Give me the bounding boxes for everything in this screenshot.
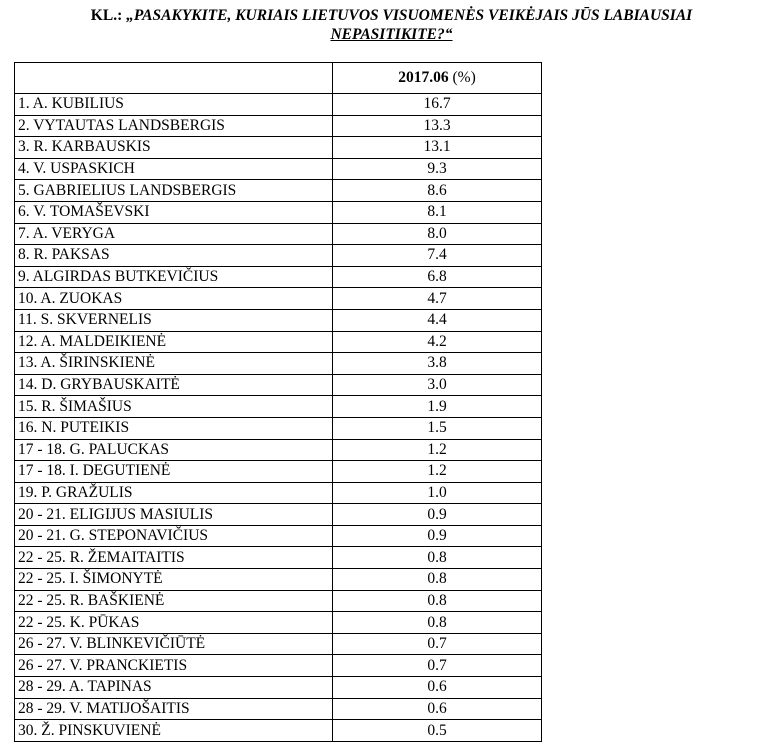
table-row xyxy=(15,525,542,547)
table-row xyxy=(15,612,542,634)
table-row xyxy=(15,720,542,742)
table-row xyxy=(15,461,542,483)
document-title xyxy=(0,6,783,44)
question-text-line-1: „PASAKYKITE, KURIAIS LIETUVOS VISUOMENĖS VEIKĖJAIS JŪS LABIAUSIAI xyxy=(126,7,693,24)
person-name-cell: 22 - 25. R. ŽEMAITAITIS xyxy=(15,547,333,569)
person-name-cell: 5. GABRIELIUS LANDSBERGIS xyxy=(15,180,333,202)
person-name-cell: 30. Ž. PINSKUVIENĖ xyxy=(15,720,333,742)
person-name-cell: 28 - 29. V. MATIJOŠAITIS xyxy=(15,698,333,720)
person-name-cell: 26 - 27. V. PRANCKIETIS xyxy=(15,655,333,677)
percentage-cell: 1.9 xyxy=(333,396,542,418)
percentage-cell: 4.7 xyxy=(333,288,542,310)
person-name-cell: 10. A. ZUOKAS xyxy=(15,288,333,310)
table-row xyxy=(15,677,542,699)
person-name-cell: 17 - 18. G. PALUCKAS xyxy=(15,439,333,461)
person-name-cell: 20 - 21. ELIGIJUS MASIULIS xyxy=(15,504,333,526)
person-name-cell: 19. P. GRAŽULIS xyxy=(15,482,333,504)
table-row xyxy=(15,180,542,202)
person-name-cell: 22 - 25. K. PŪKAS xyxy=(15,612,333,634)
table-row xyxy=(15,547,542,569)
percentage-cell: 3.8 xyxy=(333,353,542,375)
person-name-cell: 20 - 21. G. STEPONAVIČIUS xyxy=(15,525,333,547)
percentage-cell: 8.1 xyxy=(333,201,542,223)
person-name-cell: 12. A. MALDEIKIENĖ xyxy=(15,331,333,353)
percentage-cell: 1.2 xyxy=(333,461,542,483)
table-row xyxy=(15,266,542,288)
percentage-cell: 0.7 xyxy=(333,655,542,677)
percentage-cell: 3.0 xyxy=(333,374,542,396)
percentage-cell: 0.8 xyxy=(333,547,542,569)
person-name-cell: 2. VYTAUTAS LANDSBERGIS xyxy=(15,115,333,137)
person-name-cell: 6. V. TOMAŠEVSKI xyxy=(15,201,333,223)
person-name-cell: 13. A. ŠIRINSKIENĖ xyxy=(15,353,333,375)
table-body xyxy=(15,63,542,742)
table-row xyxy=(15,590,542,612)
percentage-cell: 0.6 xyxy=(333,698,542,720)
table-row xyxy=(15,439,542,461)
table-row xyxy=(15,158,542,180)
person-name-cell: 4. V. USPASKICH xyxy=(15,158,333,180)
percentage-cell: 8.0 xyxy=(333,223,542,245)
person-name-cell: 8. R. PAKSAS xyxy=(15,245,333,267)
title-prefix: KL.: xyxy=(90,7,127,24)
person-name-cell: 16. N. PUTEIKIS xyxy=(15,417,333,439)
table-row xyxy=(15,223,542,245)
person-name-cell: 22 - 25. R. BAŠKIENĖ xyxy=(15,590,333,612)
percentage-cell: 0.9 xyxy=(333,525,542,547)
table-row xyxy=(15,374,542,396)
title-line-2 xyxy=(0,25,783,44)
percentage-cell: 0.9 xyxy=(333,504,542,526)
percentage-cell: 0.6 xyxy=(333,677,542,699)
percentage-cell: 4.4 xyxy=(333,309,542,331)
table-row xyxy=(15,309,542,331)
table-row xyxy=(15,417,542,439)
table-row xyxy=(15,94,542,116)
table-row xyxy=(15,331,542,353)
table-row xyxy=(15,698,542,720)
percentage-cell: 1.0 xyxy=(333,482,542,504)
percentage-cell: 13.3 xyxy=(333,115,542,137)
person-name-cell: 22 - 25. I. ŠIMONYTĖ xyxy=(15,569,333,591)
question-text-line-2: NEPASITIKITE?“ xyxy=(330,26,453,43)
percentage-cell: 0.8 xyxy=(333,612,542,634)
person-name-cell: 28 - 29. A. TAPINAS xyxy=(15,677,333,699)
percentage-cell: 6.8 xyxy=(333,266,542,288)
percentage-cell: 4.2 xyxy=(333,331,542,353)
table-row xyxy=(15,396,542,418)
percentage-cell: 1.5 xyxy=(333,417,542,439)
percentage-cell: 8.6 xyxy=(333,180,542,202)
percentage-cell: 16.7 xyxy=(333,94,542,116)
percentage-cell: 1.2 xyxy=(333,439,542,461)
percentage-cell: 9.3 xyxy=(333,158,542,180)
table-row xyxy=(15,633,542,655)
header-period-cell xyxy=(333,63,542,94)
person-name-cell: 3. R. KARBAUSKIS xyxy=(15,137,333,159)
person-name-cell: 9. ALGIRDAS BUTKEVIČIUS xyxy=(15,266,333,288)
person-name-cell: 11. S. SKVERNELIS xyxy=(15,309,333,331)
text-cursor xyxy=(541,242,542,264)
table-row xyxy=(15,482,542,504)
person-name-cell: 14. D. GRYBAUSKAITĖ xyxy=(15,374,333,396)
percentage-cell: 0.8 xyxy=(333,569,542,591)
table-header-row xyxy=(15,63,542,94)
table-row xyxy=(15,288,542,310)
header-period: 2017.06 xyxy=(398,69,449,86)
percentage-cell: 0.8 xyxy=(333,590,542,612)
person-name-cell: 17 - 18. I. DEGUTIENĖ xyxy=(15,461,333,483)
percentage-cell: 0.7 xyxy=(333,633,542,655)
table-row xyxy=(15,137,542,159)
table-row xyxy=(15,504,542,526)
table-row xyxy=(15,655,542,677)
table-row xyxy=(15,115,542,137)
percentage-cell: 7.4 xyxy=(333,245,542,267)
header-unit: (%) xyxy=(452,69,476,86)
person-name-cell: 7. A. VERYGA xyxy=(15,223,333,245)
distrust-ranking-table xyxy=(14,62,542,742)
table-row xyxy=(15,201,542,223)
person-name-cell: 1. A. KUBILIUS xyxy=(15,94,333,116)
person-name-cell: 26 - 27. V. BLINKEVIČIŪTĖ xyxy=(15,633,333,655)
percentage-cell: 13.1 xyxy=(333,137,542,159)
person-name-cell: 15. R. ŠIMAŠIUS xyxy=(15,396,333,418)
header-name-cell xyxy=(15,63,333,94)
percentage-cell: 0.5 xyxy=(333,720,542,742)
table-row xyxy=(15,569,542,591)
table-row xyxy=(15,353,542,375)
title-line-1 xyxy=(0,6,783,25)
table-row xyxy=(15,245,542,267)
